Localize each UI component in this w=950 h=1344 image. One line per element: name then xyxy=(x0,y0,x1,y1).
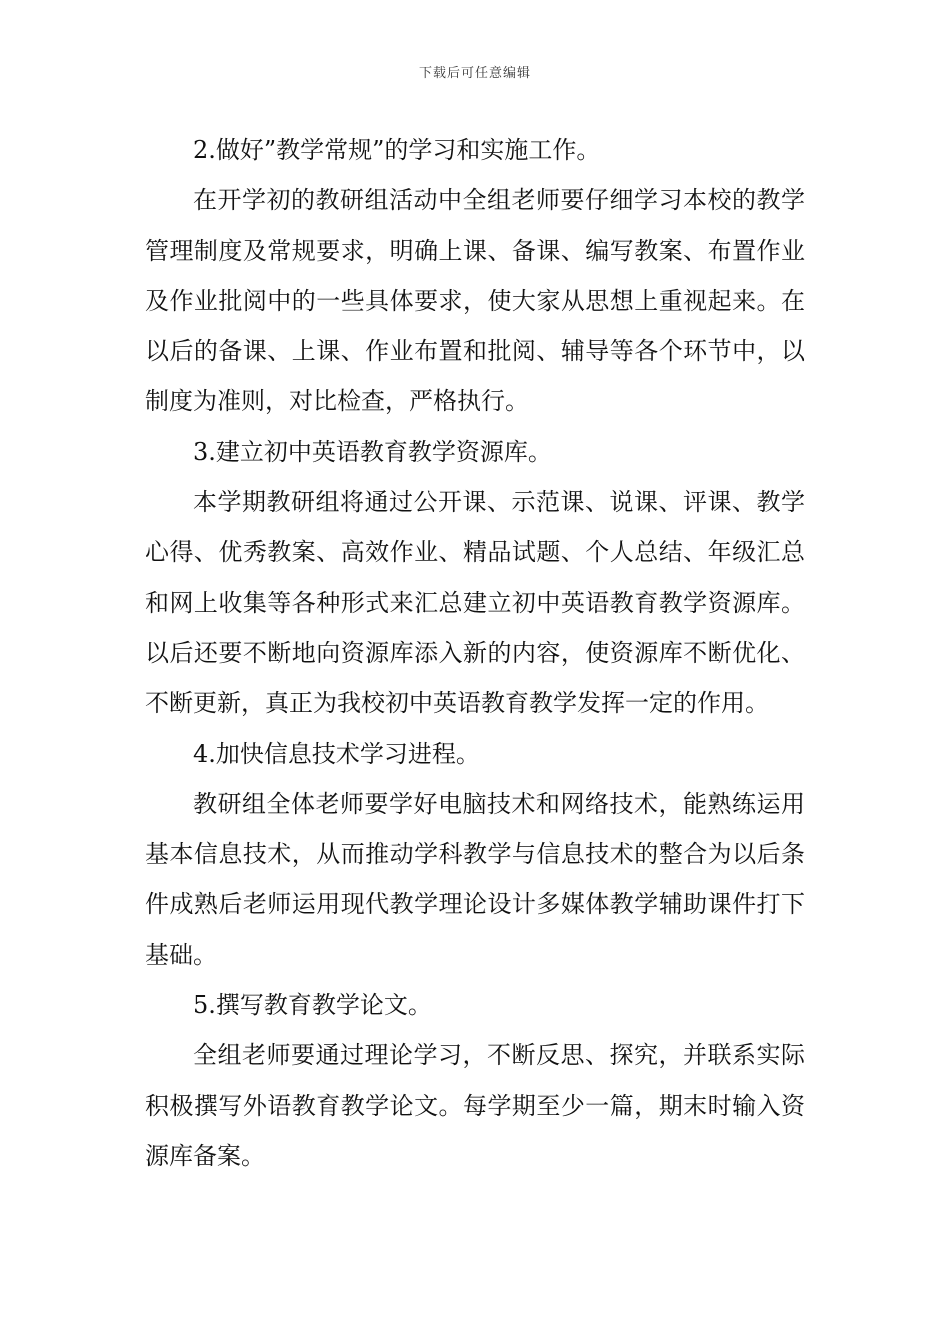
paragraph-it-learning: 教研组全体老师要学好电脑技术和网络技术，能熟练运用基本信息技术，从而推动学科教学与信息技术的整合为以后条件成熟后老师运用现代教学理论设计多媒体教学辅助课件打下基础。 xyxy=(145,789,805,969)
section-heading-2: 2.做好”教学常规”的学习和实施工作。 xyxy=(193,136,601,164)
section-heading-4: 4.加快信息技术学习进程。 xyxy=(193,739,480,768)
document-body xyxy=(145,125,805,1181)
paragraph-papers: 全组老师要通过理论学习，不断反思、探究，并联系实际积极撰写外语教育教学论文。每学期至少一篇，期末时输入资源库备案。 xyxy=(145,1041,805,1170)
paragraph-resource-library: 本学期教研组将通过公开课、示范课、说课、评课、教学心得、优秀教案、高效作业、精品试题、个人总结、年级汇总和网上收集等各种形式来汇总建立初中英语教育教学资源库。以后还要不断地向资源库添入新的内容，使资源库不断优化、不断更新，真正为我校初中英语教育教学发挥一定的作用。 xyxy=(145,488,805,718)
section-heading-5: 5.撰写教育教学论文。 xyxy=(193,991,432,1020)
page-header: 下载后可任意编辑 xyxy=(418,66,531,81)
paragraph-teaching-routine: 在开学初的教研组活动中全组老师要仔细学习本校的教学管理制度及常规要求，明确上课、备课、编写教案、布置作业及作业批阅中的一些具体要求，使大家从思想上重视起来。在以后的备课、上课、作业布置和批阅、辅导等各个环节中，以制度为准则，对比检查，严格执行。 xyxy=(145,186,805,416)
section-heading-3: 3.建立初中英语教育教学资源库。 xyxy=(193,437,552,466)
